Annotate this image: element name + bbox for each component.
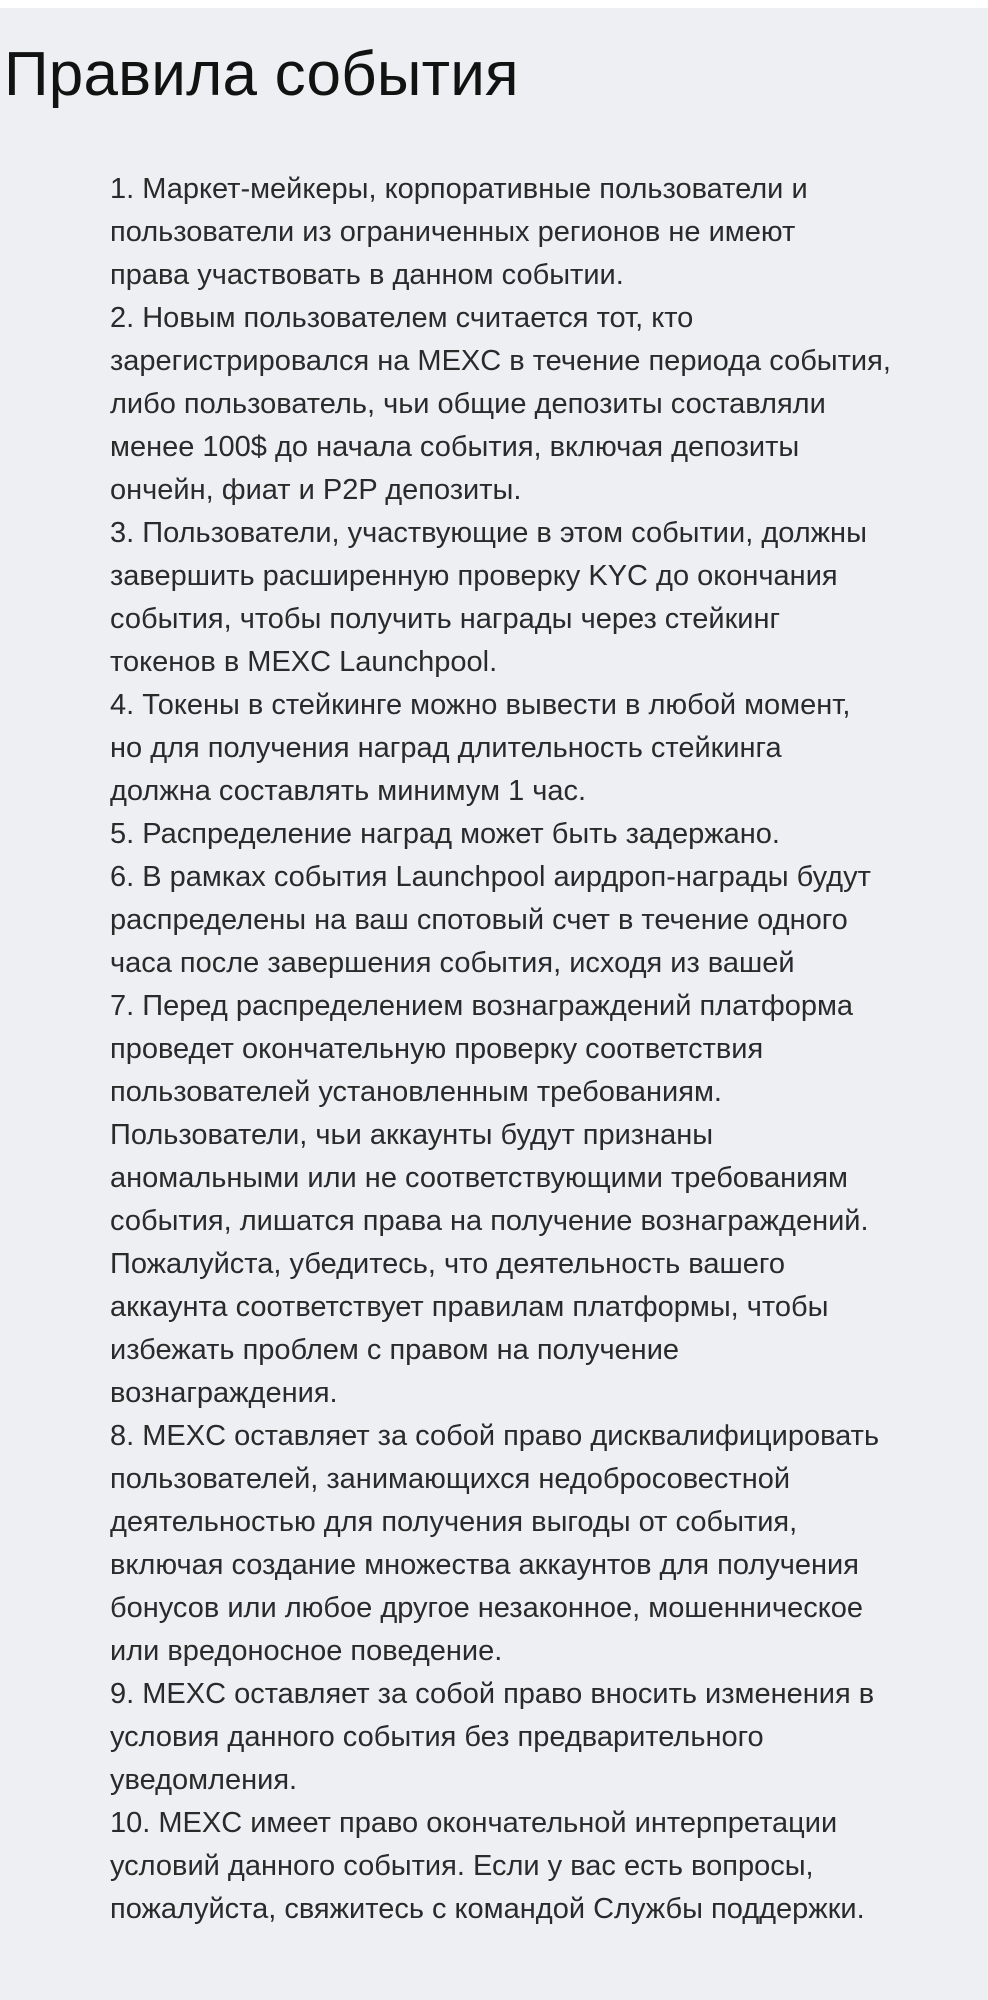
rule-item-9 (110, 1673, 970, 1802)
event-rules-panel (0, 8, 988, 2000)
rule-line: условия данного события без предварительного (110, 1721, 764, 1753)
rule-line: либо пользователь, чьи общие депозиты составляли (110, 388, 826, 420)
rule-item-1 (110, 168, 970, 297)
rule-line: зарегистрировался на MEXC в течение периода события, (110, 345, 891, 377)
rule-line: или вредоносное поведение. (110, 1635, 503, 1667)
rule-line: токенов в MEXC Launchpool. (110, 646, 498, 678)
rule-line: 6. В рамках события Launchpool аирдроп-награды будут (110, 861, 871, 893)
rule-line: Пожалуйста, убедитесь, что деятельность вашего (110, 1248, 785, 1280)
rule-item-5 (110, 813, 970, 856)
rule-line: события, чтобы получить награды через стейкинг (110, 603, 781, 635)
rule-line: ончейн, фиат и P2P депозиты. (110, 474, 522, 506)
rules-list (110, 168, 970, 1931)
rule-line: но для получения наград длительность стейкинга (110, 732, 782, 764)
rule-item-2 (110, 297, 970, 512)
rule-line: деятельностью для получения выгоды от события, (110, 1506, 798, 1538)
rule-line: уведомления. (110, 1764, 298, 1796)
rule-line: 4. Токены в стейкинге можно вывести в любой момент, (110, 689, 851, 721)
rule-line: условий данного события. Если у вас есть вопросы, (110, 1850, 814, 1882)
rule-line: аномальными или не соответствующими требованиям (110, 1162, 848, 1194)
rule-line: 5. Распределение наград может быть задержано. (110, 818, 780, 850)
rule-line: пожалуйста, свяжитесь с командой Службы поддержки. (110, 1893, 865, 1925)
rule-line: пользователей установленным требованиям. (110, 1076, 722, 1108)
rule-line: проведет окончательную проверку соответствия (110, 1033, 764, 1065)
rule-line: пользователи из ограниченных регионов не имеют (110, 216, 796, 248)
rule-line: бонусов или любое другое незаконное, мошенническое (110, 1592, 863, 1624)
rule-line: 9. MEXC оставляет за собой право вносить изменения в (110, 1678, 875, 1710)
rule-line: 3. Пользователи, участвующие в этом событии, должны (110, 517, 867, 549)
rule-line: должна составлять минимум 1 час. (110, 775, 587, 807)
rule-line: 10. MEXC имеет право окончательной интерпретации (110, 1807, 838, 1839)
rule-line: избежать проблем с правом на получение (110, 1334, 680, 1366)
rule-item-10 (110, 1802, 970, 1931)
rule-line: вознаграждения. (110, 1377, 338, 1409)
rule-line: события, лишатся права на получение вознаграждений. (110, 1205, 869, 1237)
rule-line: включая создание множества аккаунтов для получения (110, 1549, 859, 1581)
rule-line: 1. Маркет-мейкеры, корпоративные пользователи и (110, 173, 808, 205)
rule-line: менее 100$ до начала события, включая депозиты (110, 431, 800, 463)
rule-line: права участвовать в данном событии. (110, 259, 624, 291)
rule-item-6 (110, 856, 970, 985)
rule-line: аккаунта соответствует правилам платформы, чтобы (110, 1291, 829, 1323)
rule-line: Пользователи, чьи аккаунты будут признаны (110, 1119, 714, 1151)
rule-item-8 (110, 1415, 970, 1673)
rule-item-4 (110, 684, 970, 813)
page-title: Правила события (4, 40, 519, 109)
rule-item-7 (110, 985, 970, 1415)
rule-line: 7. Перед распределением вознаграждений платформа (110, 990, 854, 1022)
rule-line: 2. Новым пользователем считается тот, кто (110, 302, 694, 334)
rule-line: завершить расширенную проверку KYC до окончания (110, 560, 838, 592)
rule-line: пользователей, занимающихся недобросовестной (110, 1463, 791, 1495)
rule-line: распределены на ваш спотовый счет в течение одного (110, 904, 848, 936)
rule-line: 8. MEXC оставляет за собой право дисквалифицировать (110, 1420, 880, 1452)
rule-line: часа после завершения события, исходя из вашей (110, 947, 795, 979)
rule-item-3 (110, 512, 970, 684)
